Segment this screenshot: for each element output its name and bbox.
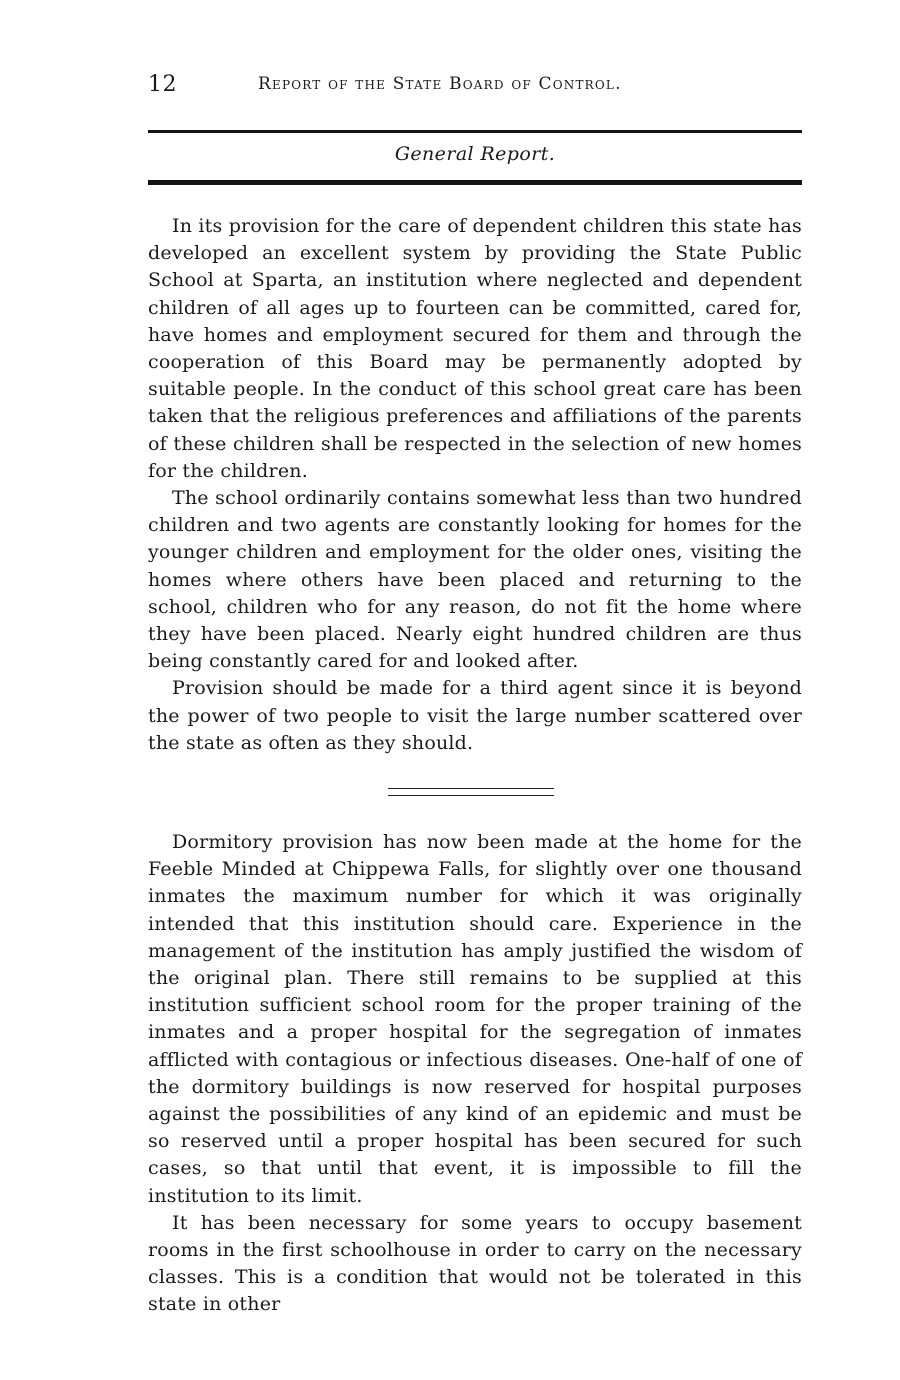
header-rule-bottom (148, 180, 802, 185)
text-block-part1 (148, 213, 802, 757)
paragraph: The school ordinarily contains somewhat less than two hundred children and two agents are constantly looking for homes for the younger children and employment for the older ones, visiting the homes where others have been placed and returning to the school, children who for any reason, do not fit the home where they have been placed. Nearly eight hundred children are thus being constantly cared for and looked after. (148, 487, 802, 673)
paragraph: Dormitory provision has now been made at the home for the Feeble Minded at Chippewa Falls, for slightly over one thousand inmates the maximum number for which it was originally intended that this institution should care. Experience in the management of the institution has amply justified the wisdom of the original plan. There still remains to be supplied at this institution sufficient school room for the proper training of the inmates and a proper hospital for the segregation of inmates afflicted with contagious or infectious diseases. One-half of one of the dormitory buildings is now reserved for hospital purposes against the possibilities of any kind of an epidemic and must be so reserved until a proper hospital has been secured for such cases, so that until that event, it is impossible to fill the institution to its limit. (148, 831, 802, 1207)
running-head: Report of the State Board of Control. (258, 74, 622, 94)
text-block-part2 (148, 829, 802, 1319)
paragraph: In its provision for the care of dependent children this state has developed an excellent system by providing the State Public School at Sparta, an institution where neglected and dependent children of all ages up to fourteen can be committed, cared for, have homes and employment secured for them and through the cooperation of this Board may be permanently adopted by suitable people. In the conduct of this school great care has been taken that the religious preferences and affiliations of the parents of these children shall be respected in the selection of new homes for the children. (148, 215, 802, 482)
section-separator (388, 788, 554, 796)
paragraph: It has been necessary for some years to occupy basement rooms in the first schoolhouse in order to carry on the necessary classes. This is a condition that would not be tolerated in this state in other (148, 1211, 802, 1316)
header-rule-top (148, 130, 802, 133)
paragraph: Provision should be made for a third agent since it is beyond the power of two people to visit the large number scattered over the state as often as they should. (148, 677, 802, 754)
page-number: 12 (148, 72, 177, 97)
section-title: General Report. (394, 143, 556, 165)
